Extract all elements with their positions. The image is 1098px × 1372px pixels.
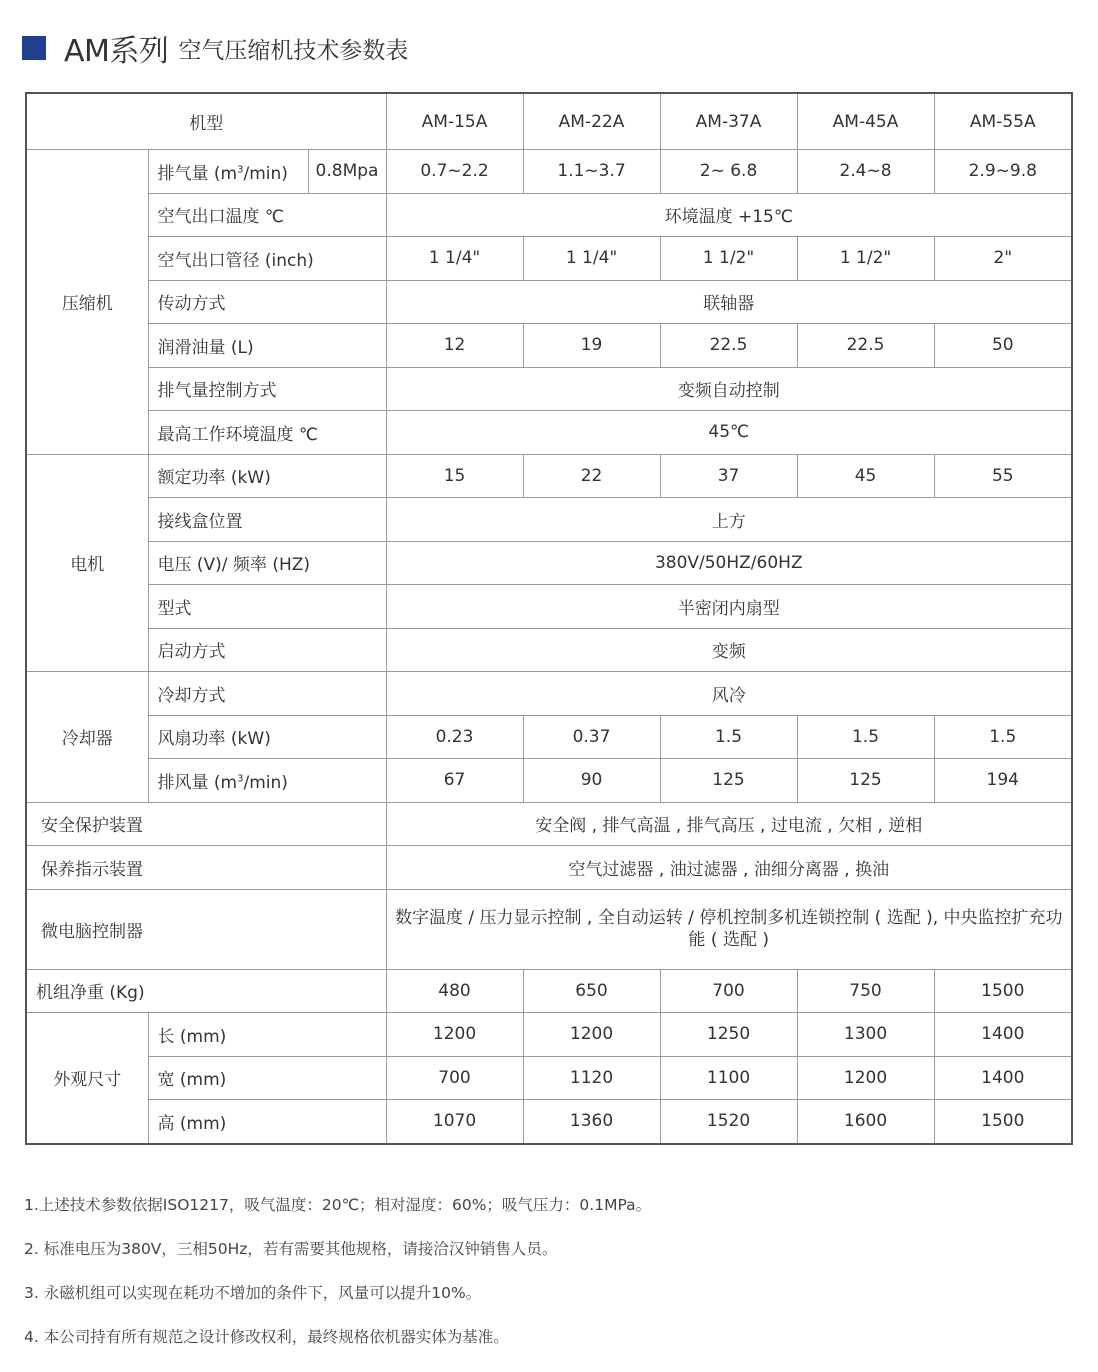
title-series: AM系列 — [64, 34, 169, 69]
table-row — [26, 454, 1072, 498]
row-label: 传动方式 — [148, 280, 386, 324]
row-label-displacement: 排气量 $(m^3/\min)$ — [148, 150, 308, 194]
value-cell: 2~ 6.8 — [660, 150, 797, 194]
table-row — [26, 969, 1072, 1013]
value-cell: 2.4~8 — [797, 150, 934, 194]
row-label: 润滑油量 (L) — [148, 324, 386, 368]
value-cell: 0.37 — [523, 715, 660, 759]
table-row — [26, 759, 1072, 803]
value-cell: 125 — [660, 759, 797, 803]
table-row — [26, 498, 1072, 542]
value-cell: 2" — [934, 237, 1072, 281]
value-cell: 空气过滤器 , 油过滤器 , 油细分离器 , 换油 — [386, 846, 1072, 890]
value-cell: 15 — [386, 454, 523, 498]
table-row — [26, 585, 1072, 629]
value-cell: 700 — [386, 1056, 523, 1100]
row-label: 长 (mm) — [148, 1013, 386, 1057]
table-row — [26, 715, 1072, 759]
table-row — [26, 802, 1072, 846]
table-row — [26, 367, 1072, 411]
model-cell: AM-37A — [660, 93, 797, 150]
row-label: 型式 — [148, 585, 386, 629]
note-item: 3. 永磁机组可以实现在耗功不增加的条件下，风量可以提升10%。 — [24, 1284, 482, 1302]
value-cell: 变频自动控制 — [386, 367, 1072, 411]
value-cell: 1520 — [660, 1100, 797, 1144]
value-cell: 650 — [523, 969, 660, 1013]
table-row — [26, 889, 1072, 969]
value-cell: 1200 — [386, 1013, 523, 1057]
value-cell: 45 — [797, 454, 934, 498]
value-cell: 1 1/4" — [386, 237, 523, 281]
value-cell: 1.5 — [660, 715, 797, 759]
value-cell: 1.5 — [797, 715, 934, 759]
page-header — [22, 28, 408, 68]
value-cell: 19 — [523, 324, 660, 368]
value-cell: 数字温度 / 压力显示控制 , 全自动运转 / 停机控制多机连锁控制 ( 选配 ), 中央监控扩充功能 ( 选配 ) — [386, 889, 1072, 969]
group-dimensions: 外观尺寸 — [26, 1013, 148, 1144]
value-cell: 1.5 — [934, 715, 1072, 759]
group-compressor: 压缩机 — [26, 150, 148, 455]
value-cell: 37 — [660, 454, 797, 498]
row-label: 排气量控制方式 — [148, 367, 386, 411]
row-label-airflow: 排风量 $(m^3/\min)$ — [148, 759, 386, 803]
value-cell: 联轴器 — [386, 280, 1072, 324]
value-cell: 1400 — [934, 1056, 1072, 1100]
value-cell: 变频 — [386, 628, 1072, 672]
table-row — [26, 541, 1072, 585]
value-cell: 1.1~3.7 — [523, 150, 660, 194]
value-cell: 1500 — [934, 969, 1072, 1013]
note-item: 4. 本公司持有所有规范之设计修改权利，最终规格依机器实体为基准。 — [24, 1328, 509, 1346]
row-label: 宽 (mm) — [148, 1056, 386, 1100]
value-cell: 1 1/2" — [797, 237, 934, 281]
row-label: 接线盒位置 — [148, 498, 386, 542]
table-row — [26, 1013, 1072, 1057]
row-label: 额定功率 (kW) — [148, 454, 386, 498]
table-row — [26, 672, 1072, 716]
row-label: 最高工作环境温度 ℃ — [148, 411, 386, 455]
value-cell: 90 — [523, 759, 660, 803]
value-cell: 12 — [386, 324, 523, 368]
value-cell: 1200 — [797, 1056, 934, 1100]
value-cell: 风冷 — [386, 672, 1072, 716]
spec-table — [25, 92, 1073, 1145]
note-item: 1.上述技术参数依据ISO1217，吸气温度：20℃；相对湿度：60%；吸气压力：0.1MPa。 — [24, 1196, 652, 1214]
title-square-icon — [22, 36, 46, 60]
value-cell: 1400 — [934, 1013, 1072, 1057]
table-header-row — [26, 93, 1072, 150]
table-row — [26, 411, 1072, 455]
value-cell: 1500 — [934, 1100, 1072, 1144]
value-cell: 1 1/4" — [523, 237, 660, 281]
table-row — [26, 193, 1072, 237]
value-cell: 700 — [660, 969, 797, 1013]
group-motor: 电机 — [26, 454, 148, 672]
value-cell: 380V/50HZ/60HZ — [386, 541, 1072, 585]
pressure-label: 0.8Mpa — [308, 150, 386, 194]
model-cell: AM-15A — [386, 93, 523, 150]
value-cell: 45℃ — [386, 411, 1072, 455]
value-cell: 50 — [934, 324, 1072, 368]
value-cell: 22 — [523, 454, 660, 498]
value-cell: 67 — [386, 759, 523, 803]
table-row — [26, 1056, 1072, 1100]
value-cell: 1250 — [660, 1013, 797, 1057]
value-cell: 环境温度 +15℃ — [386, 193, 1072, 237]
row-label: 高 (mm) — [148, 1100, 386, 1144]
row-label: 启动方式 — [148, 628, 386, 672]
table-row — [26, 237, 1072, 281]
value-cell: 55 — [934, 454, 1072, 498]
value-cell: 1120 — [523, 1056, 660, 1100]
value-cell: 0.23 — [386, 715, 523, 759]
row-label: 电压 (V)/ 频率 (HZ) — [148, 541, 386, 585]
row-label: 微电脑控制器 — [26, 889, 386, 969]
row-label: 冷却方式 — [148, 672, 386, 716]
value-cell: 1100 — [660, 1056, 797, 1100]
table-row — [26, 150, 1072, 194]
value-cell: 194 — [934, 759, 1072, 803]
group-cooler: 冷却器 — [26, 672, 148, 803]
value-cell: 1360 — [523, 1100, 660, 1144]
value-cell: 125 — [797, 759, 934, 803]
value-cell: 1070 — [386, 1100, 523, 1144]
model-cell: AM-55A — [934, 93, 1072, 150]
value-cell: 0.7~2.2 — [386, 150, 523, 194]
table-row — [26, 1100, 1072, 1144]
row-label: 风扇功率 (kW) — [148, 715, 386, 759]
value-cell: 1200 — [523, 1013, 660, 1057]
model-cell: AM-22A — [523, 93, 660, 150]
value-cell: 1 1/2" — [660, 237, 797, 281]
value-cell: 480 — [386, 969, 523, 1013]
value-cell: 半密闭内扇型 — [386, 585, 1072, 629]
row-label: 机组净重 (Kg) — [26, 969, 386, 1013]
model-cell: AM-45A — [797, 93, 934, 150]
value-cell: 22.5 — [797, 324, 934, 368]
value-cell: 上方 — [386, 498, 1072, 542]
value-cell: 750 — [797, 969, 934, 1013]
row-label: 空气出口管径 (inch) — [148, 237, 386, 281]
value-cell: 1600 — [797, 1100, 934, 1144]
value-cell: 1300 — [797, 1013, 934, 1057]
row-label: 保养指示装置 — [26, 846, 386, 890]
value-cell: 安全阀 , 排气高温 , 排气高压 , 过电流 , 欠相 , 逆相 — [386, 802, 1072, 846]
row-label: 空气出口温度 ℃ — [148, 193, 386, 237]
model-label: 机型 — [26, 93, 386, 150]
note-item: 2. 标准电压为380V，三相50Hz，若有需要其他规格，请接洽汉钟销售人员。 — [24, 1240, 558, 1258]
table-row — [26, 280, 1072, 324]
value-cell: 2.9~9.8 — [934, 150, 1072, 194]
value-cell: 22.5 — [660, 324, 797, 368]
notes — [24, 1196, 651, 1372]
page-title: 空气压缩机技术参数表 — [178, 37, 409, 64]
table-row — [26, 846, 1072, 890]
table-row — [26, 324, 1072, 368]
row-label: 安全保护装置 — [26, 802, 386, 846]
table-row — [26, 628, 1072, 672]
